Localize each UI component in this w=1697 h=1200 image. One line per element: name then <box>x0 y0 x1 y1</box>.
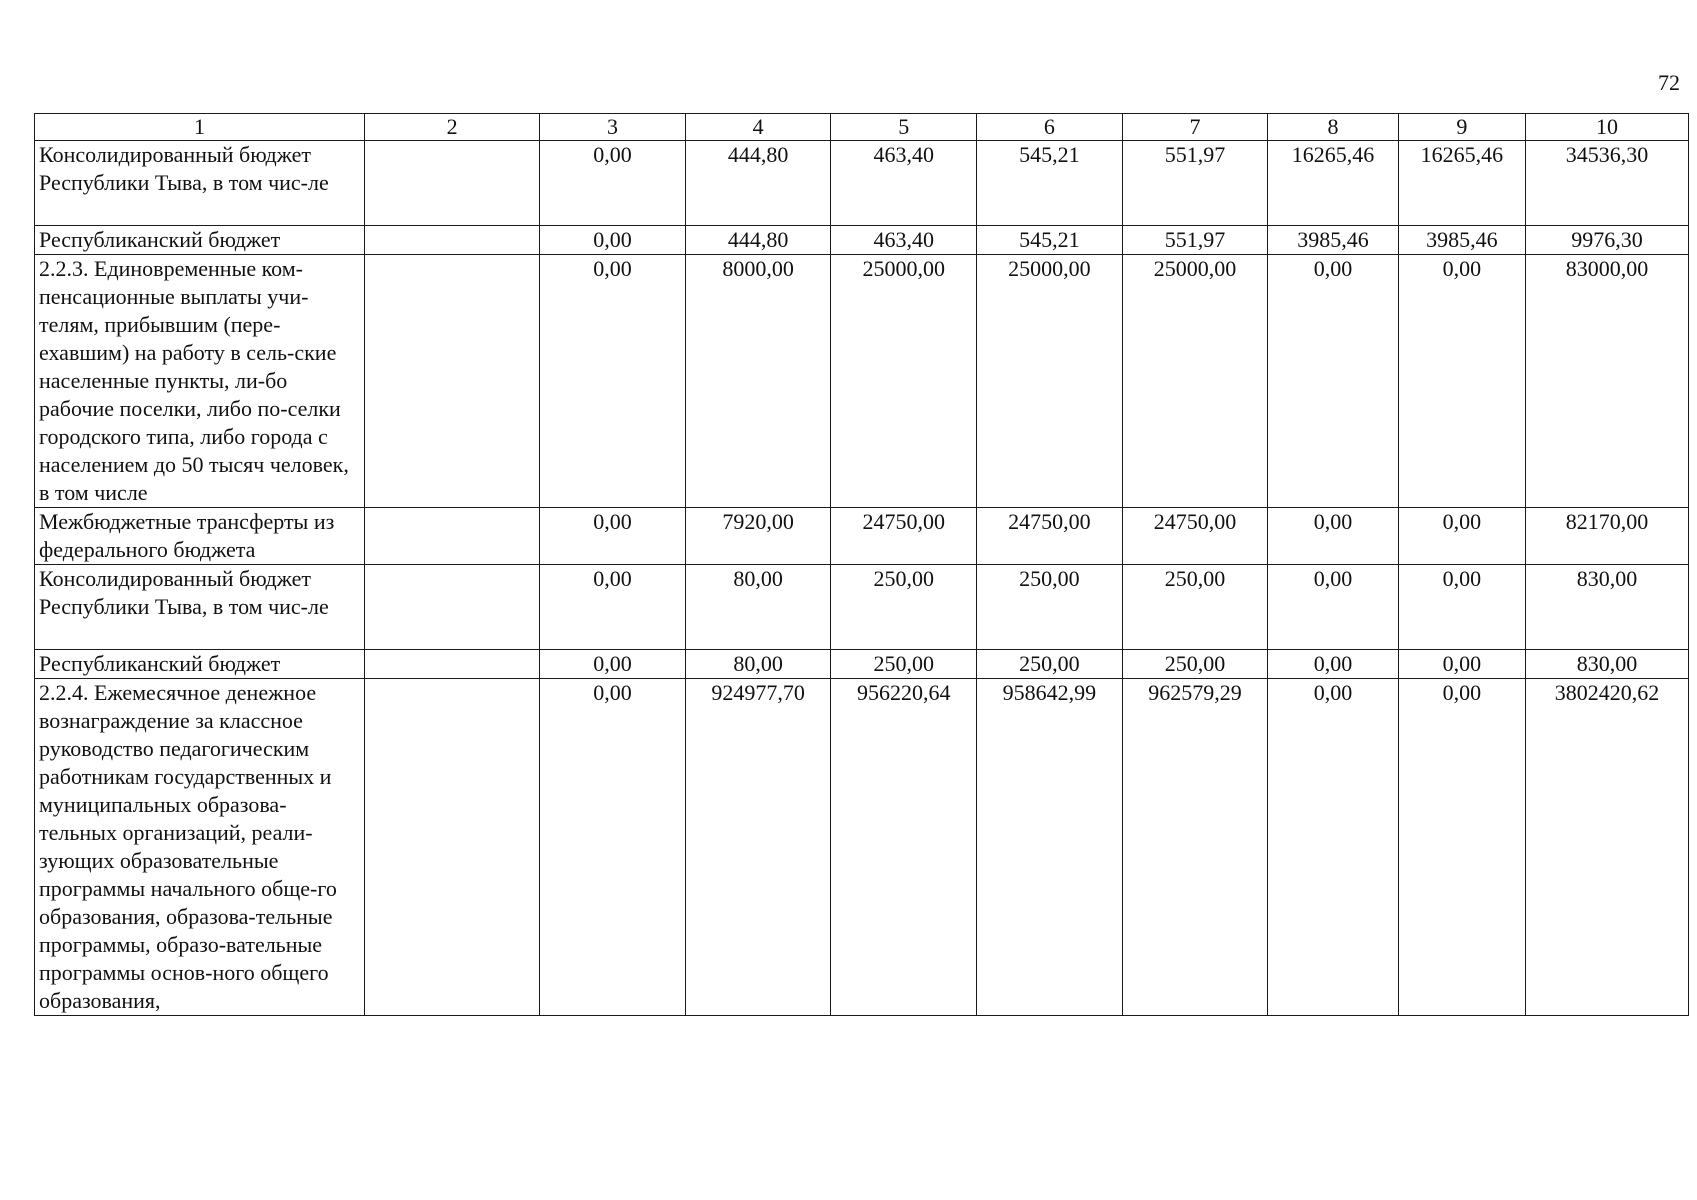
value-cell: 250,00 <box>1122 565 1268 650</box>
table-row <box>35 255 1689 508</box>
value-cell: 956220,64 <box>831 679 977 1016</box>
column-header: 10 <box>1526 114 1689 141</box>
row-source-cell <box>364 679 539 1016</box>
column-header: 6 <box>977 114 1123 141</box>
value-cell: 0,00 <box>1398 255 1525 508</box>
row-source-cell <box>364 226 539 255</box>
table-row <box>35 226 1689 255</box>
value-cell: 25000,00 <box>831 255 977 508</box>
value-cell: 551,97 <box>1122 226 1268 255</box>
value-cell: 25000,00 <box>977 255 1123 508</box>
column-header: 2 <box>364 114 539 141</box>
value-cell: 0,00 <box>1398 679 1525 1016</box>
value-cell: 545,21 <box>977 141 1123 226</box>
row-label: Консолидированный бюджет Республики Тыва, в том чис-ле <box>35 141 365 226</box>
value-cell: 3985,46 <box>1398 226 1525 255</box>
row-label: Республиканский бюджет <box>35 650 365 679</box>
value-cell: 0,00 <box>540 565 686 650</box>
value-cell: 25000,00 <box>1122 255 1268 508</box>
column-header: 4 <box>685 114 831 141</box>
value-cell: 463,40 <box>831 141 977 226</box>
value-cell: 0,00 <box>540 226 686 255</box>
value-cell: 0,00 <box>540 255 686 508</box>
value-cell: 444,80 <box>685 226 831 255</box>
value-cell: 545,21 <box>977 226 1123 255</box>
table-row <box>35 565 1689 650</box>
value-cell: 9976,30 <box>1526 226 1689 255</box>
value-cell: 250,00 <box>831 565 977 650</box>
value-cell: 250,00 <box>1122 650 1268 679</box>
value-cell: 551,97 <box>1122 141 1268 226</box>
value-cell: 7920,00 <box>685 508 831 565</box>
value-cell: 0,00 <box>1398 565 1525 650</box>
row-source-cell <box>364 565 539 650</box>
value-cell: 34536,30 <box>1526 141 1689 226</box>
value-cell: 0,00 <box>540 141 686 226</box>
table-row <box>35 679 1689 1016</box>
value-cell: 0,00 <box>540 650 686 679</box>
row-label: Межбюджетные трансферты из федерального бюджета <box>35 508 365 565</box>
value-cell: 24750,00 <box>977 508 1123 565</box>
value-cell: 0,00 <box>1268 565 1398 650</box>
value-cell: 80,00 <box>685 650 831 679</box>
value-cell: 16265,46 <box>1268 141 1398 226</box>
column-header: 7 <box>1122 114 1268 141</box>
value-cell: 0,00 <box>1268 508 1398 565</box>
header-row <box>35 114 1689 141</box>
column-header: 3 <box>540 114 686 141</box>
row-source-cell <box>364 255 539 508</box>
value-cell: 250,00 <box>977 650 1123 679</box>
value-cell: 0,00 <box>1268 679 1398 1016</box>
value-cell: 924977,70 <box>685 679 831 1016</box>
column-header: 1 <box>35 114 365 141</box>
table-row <box>35 141 1689 226</box>
value-cell: 24750,00 <box>1122 508 1268 565</box>
value-cell: 250,00 <box>977 565 1123 650</box>
page-number: 72 <box>1658 70 1680 95</box>
value-cell: 463,40 <box>831 226 977 255</box>
value-cell: 8000,00 <box>685 255 831 508</box>
value-cell: 0,00 <box>540 679 686 1016</box>
row-label: Консолидированный бюджет Республики Тыва, в том чис-ле <box>35 565 365 650</box>
value-cell: 80,00 <box>685 565 831 650</box>
row-source-cell <box>364 141 539 226</box>
value-cell: 0,00 <box>1398 650 1525 679</box>
value-cell: 3802420,62 <box>1526 679 1689 1016</box>
value-cell: 82170,00 <box>1526 508 1689 565</box>
value-cell: 24750,00 <box>831 508 977 565</box>
row-label: Республиканский бюджет <box>35 226 365 255</box>
table-row <box>35 508 1689 565</box>
value-cell: 83000,00 <box>1526 255 1689 508</box>
budget-table <box>34 113 1689 1016</box>
value-cell: 0,00 <box>1268 650 1398 679</box>
value-cell: 958642,99 <box>977 679 1123 1016</box>
value-cell: 0,00 <box>1398 508 1525 565</box>
value-cell: 830,00 <box>1526 650 1689 679</box>
column-header: 5 <box>831 114 977 141</box>
row-source-cell <box>364 508 539 565</box>
row-source-cell <box>364 650 539 679</box>
value-cell: 3985,46 <box>1268 226 1398 255</box>
table-row <box>35 650 1689 679</box>
value-cell: 0,00 <box>1268 255 1398 508</box>
column-header: 8 <box>1268 114 1398 141</box>
value-cell: 444,80 <box>685 141 831 226</box>
row-label: 2.2.4. Ежемесячное денежное вознаграждение за классное руководство педагогическим работникам государственных и муниципальных образова-тельных организаций, реали-зующих образовательные программы начального обще-го образования, образова-тельные программы, образо-вательные программы основ-ного общего образования, <box>35 679 365 1016</box>
value-cell: 830,00 <box>1526 565 1689 650</box>
value-cell: 962579,29 <box>1122 679 1268 1016</box>
row-label: 2.2.3. Единовременные ком-пенсационные выплаты учи-телям, прибывшим (пере-ехавшим) на работу в сель-ские населенные пункты, ли-бо рабочие поселки, либо по-селки городского типа, либо города с населением до 50 тысяч человек, в том числе <box>35 255 365 508</box>
column-header: 9 <box>1398 114 1525 141</box>
value-cell: 16265,46 <box>1398 141 1525 226</box>
value-cell: 250,00 <box>831 650 977 679</box>
value-cell: 0,00 <box>540 508 686 565</box>
